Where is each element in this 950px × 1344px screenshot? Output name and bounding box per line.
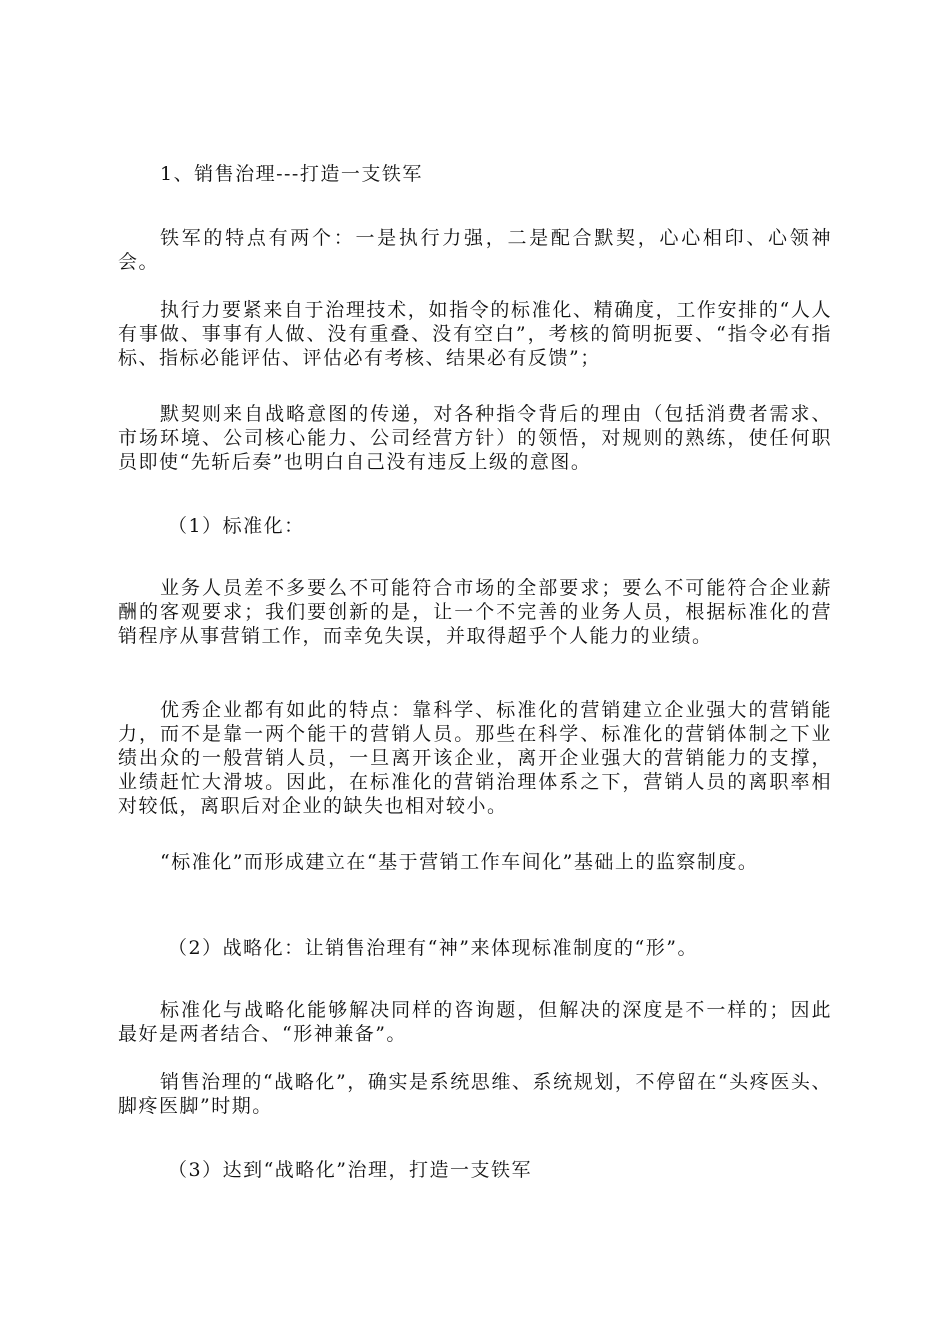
paragraph-7: 标准化与战略化能够解决同样的咨询题，但解决的深度是不一样的；因此最好是两者结合、“形神兼备”。 [118,999,832,1045]
paragraph-2: 执行力要紧来自于治理技术，如指令的标准化、精确度，工作安排的“人人有事做、事事有人做、没有重叠、没有空白”，考核的简明扼要、“指令必有指标、指标必能评估、评估必有考核、结果必有反馈”； [118,299,832,369]
paragraph-3: 默契则来自战略意图的传递，对各种指令背后的理由（包括消费者需求、市场环境、公司核心能力、公司经营方针）的领悟，对规则的熟练，使任何职员即使“先斩后奏”也明白自己没有违反上级的意图。 [118,403,832,473]
paragraph-5: 优秀企业都有如此的特点：靠科学、标准化的营销建立企业强大的营销能力，而不是靠一两个能干的营销人员。那些在科学、标准化的营销体制之下业绩出众的一般营销人员，一旦离开该企业，离开企业强大的营销能力的支撑，业绩赶忙大滑坡。因此，在标准化的营销治理体系之下，营销人员的离职率相对较低，离职后对企业的缺失也相对较小。 [118,699,832,817]
paragraph-1: 铁军的特点有两个：一是执行力强，二是配合默契，心心相印、心领神会。 [118,227,832,273]
section-heading-4: （3）达到“战略化”治理，打造一支铁军 [168,1159,533,1181]
section-heading-2: （1）标准化： [168,515,305,537]
section-heading-1: 1、销售治理---打造一支铁军 [160,163,423,185]
section-heading-3: （2）战略化：让销售治理有“神”来体现标准制度的“形”。 [168,937,698,959]
paragraph-8: 销售治理的“战略化”，确实是系统思维、系统规划，不停留在“头疼医头、脚疼医脚”时期。 [118,1071,832,1117]
paragraph-6: “标准化”而形成建立在“基于营销工作车间化”基础上的监察制度。 [160,851,759,873]
paragraph-4: 业务人员差不多要么不可能符合市场的全部要求；要么不可能符合企业薪酬的客观要求；我们要创新的是，让一个不完善的业务人员，根据标准化的营销程序从事营销工作，而幸免失误，并取得超乎个人能力的业绩。 [118,577,832,647]
